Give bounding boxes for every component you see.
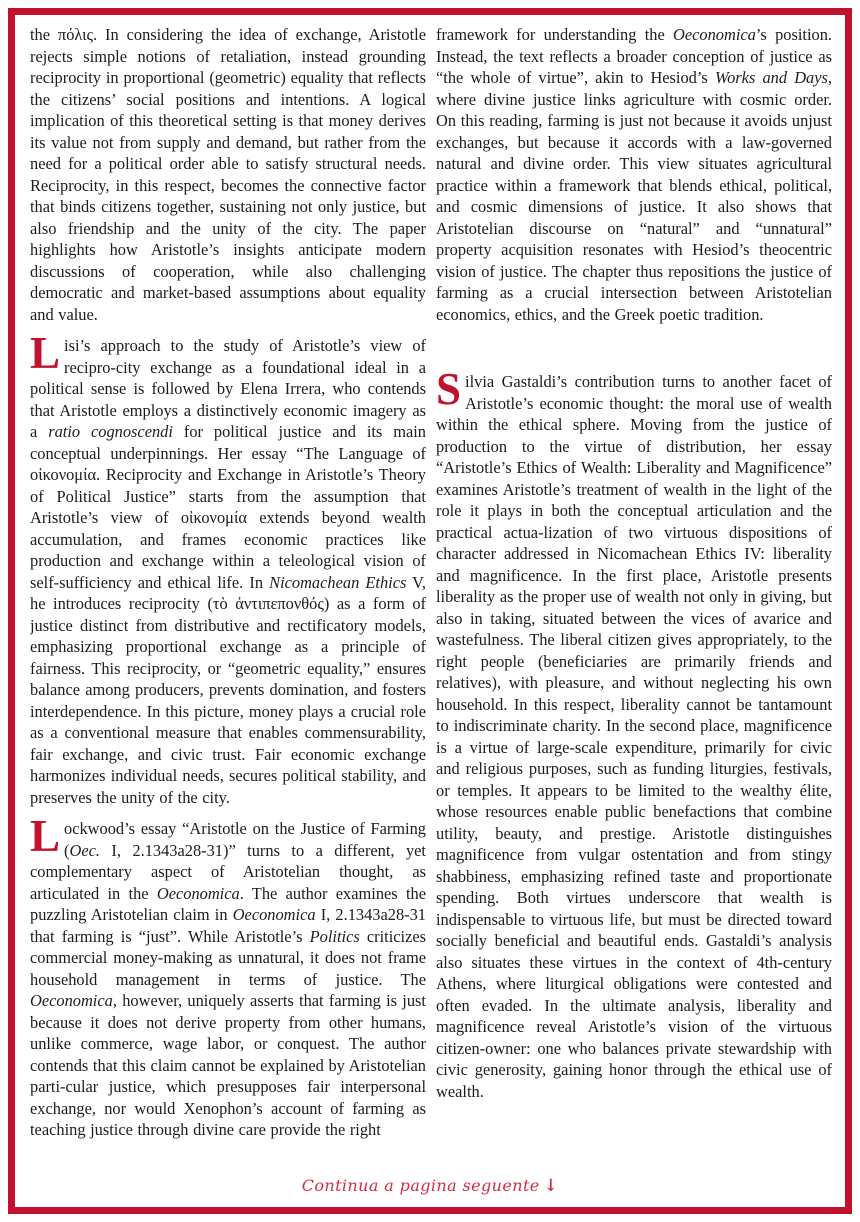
paragraph: [30, 328, 426, 808]
text-run: criticizes commercial money-making as unnatural, it does not frame household management in terms of justice. The: [30, 926, 426, 989]
paragraph: [30, 811, 426, 1141]
italic-text-run: Oeconomica: [156, 883, 240, 903]
italic-text-run: Nicomachean Ethics: [269, 572, 407, 592]
drop-cap-letter: L: [30, 811, 61, 861]
drop-cap-letter: L: [30, 328, 61, 378]
text-run: isi’s approach to the study of Aristotle’s view of recipro-city exchange as a foundational ideal in a political sense is followed by Elena Irrera, who contends that Aristotle employs a distinctively economic imagery as a: [30, 336, 426, 441]
italic-text-run: Oeconomica: [673, 25, 756, 44]
text-run: . The author examines the puzzling Aristotelian claim in: [30, 883, 426, 924]
text-run: the πόλις. In considering the idea of exchange, Aristotle rejects simple notions of retaliation, instead grounding reciprocity in proportional (geometric) equality that reflects the citizens’ social positions and intentions. A logical implication of this theoretical setting is that money derives its value not from supply and demand, but rather from the need for a political order able to satisfy structural needs. Reciprocity, in this respect, becomes the connective factor that binds citizens together, sustaining not only justice, but also friendship and the unity of the city. The paper highlights how Aristotle’s insights anticipate modern discussions of cooperation, while also challenging democratic and market-based assumptions about equality and value.: [30, 25, 426, 324]
text-run: I, 2.1343a28-31 that farming is “just”. While Aristotle’s: [30, 905, 426, 946]
left-column: [30, 24, 426, 1154]
down-arrow-icon: ↓: [543, 1176, 559, 1196]
text-run: for political justice and its main conceptual underpinnings. Her essay “The Language of οἰκονομία. Reciprocity and Exchange in Aristotle’s Theory of Political Justice” starts from the assumption that Aristotle’s view of οἰκονομία extends beyond wealth accumulation, and frames economic practices like production and exchange within a teleological vision of self-sufficiency and ethical life. In: [30, 422, 426, 592]
paragraph: [30, 24, 426, 325]
italic-text-run: Works and Days: [714, 68, 828, 87]
italic-text-run: Oec.: [69, 840, 100, 860]
right-column: [436, 24, 832, 1154]
text-run: I, 2.1343a28-31)” turns to a different, yet complementary aspect of Aristotelian thought, as articulated in the: [30, 840, 426, 903]
text-run: ockwood’s essay “Aristotle on the Justice of Farming (: [64, 819, 426, 860]
text-run: framework for understanding the: [436, 25, 674, 44]
text-run: , where divine justice links agriculture with cosmic order. On this reading, farming is just not because it avoids unjust exchanges, but because it accords with a law-governed natural and divine order. This view situates agricultural practice within a framework that blends ethical, political, and cosmic dimensions of justice. It also shows that Aristotelian discourse on “natural” and “unnatural” property acquisition resonates with Hesiod’s theocentric vision of justice. The chapter thus repositions the justice of farming as a crucial intersection between Aristotelian economics, ethics, and the Greek poetic tradition.: [436, 68, 832, 324]
text-run: , however, uniquely asserts that farming is just because it does not derive property from other humans, unlike commerce, wage labor, or conquest. The author contends that this claim cannot be explained by Aristotelian parti-cular justice, which presupposes fair interpersonal exchange, nor would Xenophon’s account of farming as teaching justice through divine care provide the right: [30, 991, 426, 1139]
two-column-text-block: [30, 24, 832, 1154]
text-run: ilvia Gastaldi’s contribution turns to another facet of Aristotle’s economic thought: the moral use of wealth within the ethical sphere. Moving from the justice of production to the virtue of distribution, her essay “Aristotle’s Ethics of Wealth: Liberality and Magnificence” examines Aristotle’s treatment of wealth in the light of the role it plays in both the conceptual articulation and the practical actua-lization of two virtuous dispositions of character addressed in Nicomachean Ethics IV: liberality and magnificence. In the first place, Aristotle presents liberality as the proper use of wealth not only in giving, but also in taking, situated between the vices of avarice and wastefulness. The liberal citizen gives appropriately, to the right people (beneficiaries are primarily friends and relatives), with pleasure, and without neglecting his own household. In this respect, liberality cannot be tantamount to indiscriminate charity. In the second place, magnificence is a virtue of large-scale expenditure, primarily for civic and religious purposes, such as funding liturgies, festivals, or temples. It appears to be limited to the wealthy élite, whose resources enable public benefactions that combine utility, beauty, and prestige. Aristotle distinguishes magnificence from vulgar ostentation and from stingy shabbiness, emphasizing refined taste and proportionate spending. Both virtues underscore that wealth is indispensable to virtuous life, but must be directed toward socially beneficial and beautiful ends. Gastaldi’s analysis also situates these virtues in the context of 4th-century Athens, where liturgical obligations were contested and often evaded. In the ultimate analysis, liberality and magnificence reveal Aristotle’s vision of the virtuous citizen-owner: one who balances private stewardship with civic generosity, gaining honor through the ethical use of wealth.: [436, 372, 832, 1101]
paragraph: [436, 24, 832, 325]
italic-text-run: Oeconomica: [30, 991, 113, 1010]
text-run: V, he introduces reciprocity (τὸ ἀντιπεπονθός) as a form of justice distinct from distributive and rectificatory models, emphasizing proportional exchange as a principle of fairness. This reciprocity, or “geometric equality,” ensures balance among producers, prevents domination, and fosters interdependence. In this picture, money plays a crucial role as a conventional measure that enables commensurability, fair exchange, and civic trust. Fair economic exchange harmonizes individual needs, secures political stability, and preserves the unity of the city.: [30, 572, 426, 807]
paragraph: [436, 364, 832, 1102]
drop-cap-letter: S: [436, 364, 462, 414]
italic-text-run: ratio cognoscendi: [48, 422, 173, 441]
italic-text-run: Oeconomica: [232, 905, 316, 924]
continuation-text: Continua a pagina seguente: [301, 1176, 540, 1195]
italic-text-run: Politics: [309, 926, 360, 946]
continuation-notice: [0, 1176, 860, 1196]
text-run: ’s position. Instead, the text reflects a broader conception of justice as “the whole of virtue”, akin to Hesiod’s: [436, 25, 832, 87]
